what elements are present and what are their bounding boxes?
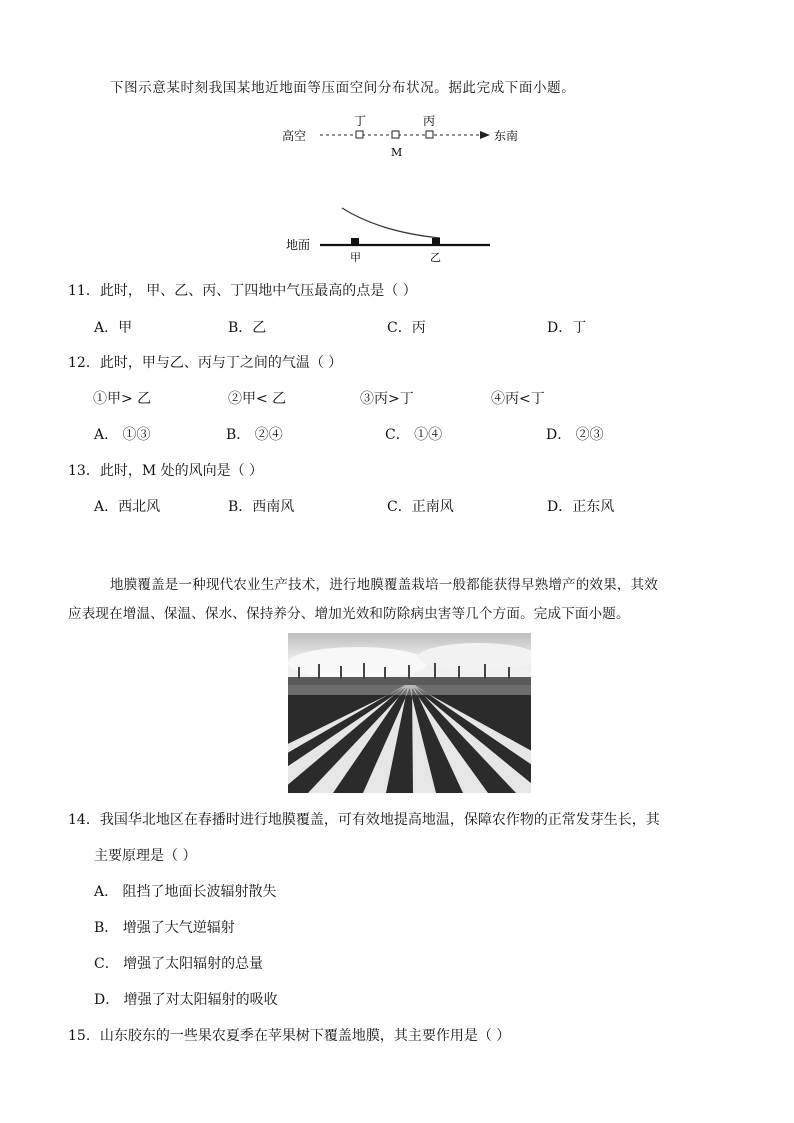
arrow-head-icon: [480, 131, 490, 139]
question-14-stem-line-1: 14．我国华北地区在春播时进行地膜覆盖，可有效地提高地温，保障农作物的正常发芽生长，其: [68, 812, 660, 828]
isobar-diagram: [280, 108, 520, 266]
isobar-curve: [342, 208, 440, 238]
q13-option-b[interactable]: B．西南风: [228, 499, 295, 515]
q13-option-d[interactable]: D．正东风: [547, 499, 615, 515]
point-ding: [356, 131, 363, 138]
question-13-stem: 13．此时，M 处的风向是（ ）: [68, 463, 264, 479]
label-jia: 甲: [350, 251, 361, 264]
label-ding: 丁: [354, 114, 367, 128]
mulch-field-photo: [288, 633, 531, 793]
q14-option-c[interactable]: C． 增强了太阳辐射的总量: [94, 956, 264, 972]
question-12-stem: 12．此时，甲与乙、丙与丁之间的气温（ ）: [68, 355, 343, 371]
q14-option-b[interactable]: B． 增强了大气逆辐射: [94, 920, 235, 936]
question-11-stem: 11．此时， 甲、乙、丙、丁四地中气压最高的点是（ ）: [68, 283, 417, 299]
point-bing: [426, 131, 433, 138]
label-gaokong: 高空: [282, 129, 307, 143]
q11-option-a[interactable]: A．甲: [94, 320, 133, 336]
point-yi: [432, 238, 440, 245]
q12-statement-4: ④丙<丁: [491, 391, 545, 407]
q12-statement-1: ①甲> 乙: [93, 391, 152, 407]
intro-paragraph-2-line-2: 应表现在增温、保温、保水、保持养分、增加光效和防除病虫害等几个方面。完成下面小题。: [68, 606, 630, 622]
q12-statement-2: ②甲< 乙: [228, 391, 287, 407]
point-m: [392, 131, 399, 138]
label-bing: 丙: [423, 114, 436, 128]
q12-option-a[interactable]: A． ①③: [94, 427, 151, 443]
q12-option-d[interactable]: D． ②③: [546, 427, 604, 443]
label-yi: 乙: [430, 251, 441, 264]
question-14-stem-line-2: 主要原理是（ ）: [94, 848, 197, 864]
intro-paragraph-1: 下图示意某时刻我国某地近地面等压面空间分布状况。据此完成下面小题。: [110, 80, 576, 96]
label-dongnan: 东南: [494, 129, 519, 143]
point-jia: [351, 238, 359, 245]
q14-option-d[interactable]: D． 增强了对太阳辐射的吸收: [94, 992, 278, 1008]
q11-option-c[interactable]: C．丙: [387, 320, 426, 336]
question-15-stem: 15．山东胶东的一些果农夏季在苹果树下覆盖地膜，其主要作用是（ ）: [68, 1028, 511, 1044]
q12-option-c[interactable]: C． ①④: [385, 427, 443, 443]
q11-option-d[interactable]: D．丁: [547, 320, 587, 336]
q11-option-b[interactable]: B．乙: [228, 320, 267, 336]
q12-statement-3: ③丙>丁: [360, 391, 414, 407]
intro-paragraph-2-line-1: 地膜覆盖是一种现代农业生产技术，进行地膜覆盖栽培一般都能获得早熟增产的效果，其效: [110, 577, 658, 593]
q13-option-c[interactable]: C．正南风: [387, 499, 454, 515]
label-m: M: [391, 146, 403, 159]
label-dimian: 地面: [286, 238, 311, 252]
q13-option-a[interactable]: A．西北风: [94, 499, 161, 515]
q14-option-a[interactable]: A． 阻挡了地面长波辐射散失: [94, 884, 277, 900]
q12-option-b[interactable]: B． ②④: [226, 427, 283, 443]
